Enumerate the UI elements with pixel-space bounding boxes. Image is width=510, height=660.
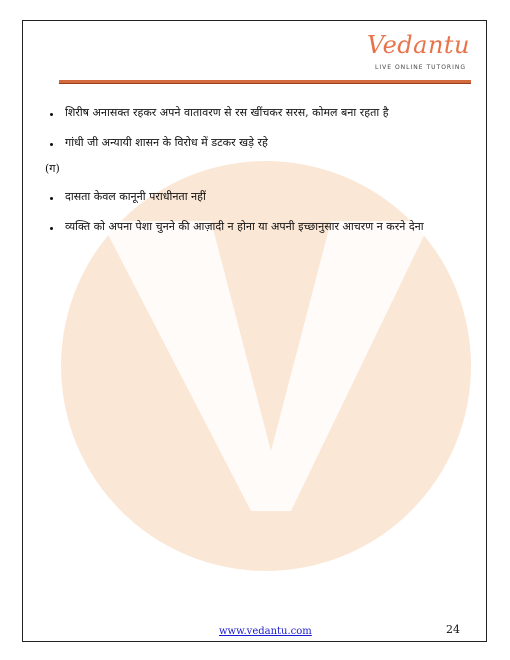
logo-wordmark: Vedantu [366, 31, 470, 59]
list-item: गांधी जी अन्यायी शासन के विरोध में डटकर खड़े रहे [45, 135, 472, 151]
page-number: 24 [446, 623, 460, 636]
list-item: दासता केवल कानूनी पराधीनता नहीं [45, 189, 472, 205]
page-content [45, 105, 472, 249]
footer-website-link[interactable]: www.vedantu.com [219, 626, 312, 637]
vedantu-logo [360, 31, 470, 77]
list-item: शिरीष अनासक्त रहकर अपने वातावरण से रस खींचकर सरस, कोमल बना रहता है [45, 105, 472, 121]
section-label: (ग) [45, 162, 60, 175]
logo-tagline: LIVE ONLINE TUTORING [375, 64, 466, 71]
document-page [22, 20, 487, 642]
header-divider [59, 80, 471, 84]
list-item: व्यक्ति को अपना पेशा चुनने की आज़ादी न होना या अपनी इच्छानुसार आचरण न करने देना [45, 219, 472, 235]
